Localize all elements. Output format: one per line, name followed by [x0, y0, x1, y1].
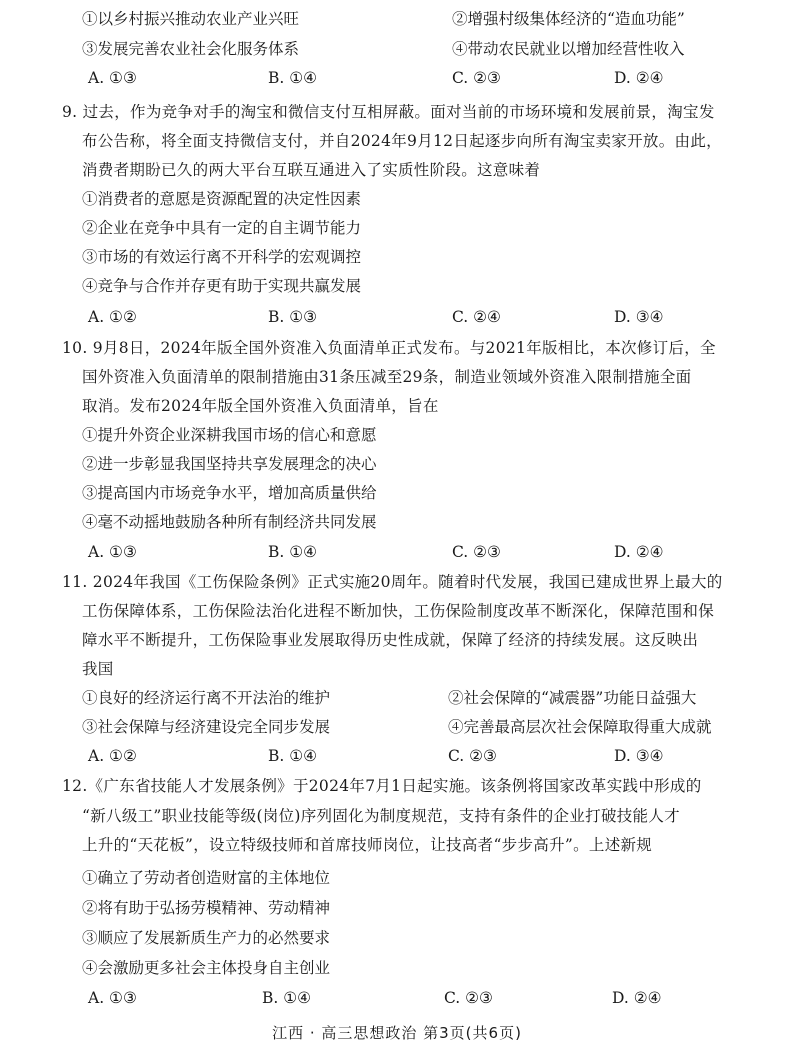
q11-statement-4: ④完善最高层次社会保障取得重大成就	[448, 718, 712, 736]
q12-stem-line-2: “新八级工”职业技能等级(岗位)序列固化为制度规范，支持有条件的企业打破技能人才	[82, 807, 680, 825]
q9-option-b: B. ①③	[268, 308, 318, 326]
q9-statement-2: ②企业在竞争中具有一定的自主调节能力	[82, 219, 362, 237]
q12-option-c: C. ②③	[444, 989, 493, 1007]
q8-option-b: B. ①④	[268, 69, 318, 87]
q10-stem-line-2: 国外资准入负面清单的限制措施由31条压减至29条，制造业领域外资准入限制措施全面	[82, 368, 692, 386]
q10-statement-4: ④毫不动摇地鼓励各种所有制经济共同发展	[82, 513, 377, 531]
q8-option-c: C. ②③	[452, 69, 501, 87]
q10-stem-line-3: 取消。发布2024年版全国外资准入负面清单，旨在	[82, 397, 439, 415]
q9-option-a: A. ①②	[88, 308, 137, 326]
q9-statement-3: ③市场的有效运行离不开科学的宏观调控	[82, 248, 362, 266]
q10-statement-2: ②进一步彰显我国坚持共享发展理念的决心	[82, 455, 377, 473]
q9-stem-line-1: 9. 过去，作为竞争对手的淘宝和微信支付互相屏蔽。面对当前的市场环境和发展前景，淘宝发	[62, 103, 715, 121]
page-footer: 江西 · 高三思想政治 第3页(共6页)	[272, 1024, 522, 1042]
q12-option-a: A. ①③	[88, 989, 137, 1007]
q11-option-b: B. ①④	[268, 747, 318, 765]
q11-statement-2: ②社会保障的“减震器”功能日益强大	[448, 689, 697, 707]
q8-option-a: A. ①③	[88, 69, 137, 87]
q12-statement-4: ④会激励更多社会主体投身自主创业	[82, 959, 331, 977]
q9-statement-4: ④竞争与合作并存更有助于实现共赢发展	[82, 277, 362, 295]
q9-stem-line-3: 消费者期盼已久的两大平台互联互通进入了实质性阶段。这意味着	[82, 161, 541, 179]
q11-option-d: D. ③④	[614, 747, 664, 765]
q12-option-d: D. ②④	[612, 989, 662, 1007]
q11-stem-line-4: 我国	[82, 660, 114, 678]
q10-option-d: D. ②④	[614, 543, 664, 561]
q12-stem-line-3: 上升的“天花板”，设立特级技师和首席技师岗位，让技高者“步步高升”。上述新规	[82, 836, 653, 854]
q12-statement-1: ①确立了劳动者创造财富的主体地位	[82, 869, 331, 887]
q12-statement-2: ②将有助于弘扬劳模精神、劳动精神	[82, 899, 331, 917]
q10-statement-3: ③提高国内市场竞争水平，增加高质量供给	[82, 484, 377, 502]
q10-option-c: C. ②③	[452, 543, 501, 561]
q8-statement-3: ③发展完善农业社会化服务体系	[82, 40, 300, 58]
q8-statement-4: ④带动农民就业以增加经营性收入	[452, 40, 685, 58]
q9-statement-1: ①消费者的意愿是资源配置的决定性因素	[82, 190, 362, 208]
q10-option-b: B. ①④	[268, 543, 318, 561]
q11-stem-line-3: 障水平不断提升，工伤保险事业发展取得历史性成就，保障了经济的持续发展。这反映出	[82, 631, 699, 649]
q11-stem-line-2: 工伤保障体系，工伤保险法治化进程不断加快，工伤保险制度改革不断深化，保障范围和保	[82, 602, 715, 620]
q12-statement-3: ③顺应了发展新质生产力的必然要求	[82, 929, 331, 947]
q10-statement-1: ①提升外资企业深耕我国市场的信心和意愿	[82, 426, 377, 444]
q11-stem-line-1: 11. 2024年我国《工伤保险条例》正式实施20周年。随着时代发展，我国已建成世界上最大的	[62, 573, 723, 591]
q11-statement-3: ③社会保障与经济建设完全同步发展	[82, 718, 331, 736]
q12-stem-line-1: 12.《广东省技能人才发展条例》于2024年7月1日起实施。该条例将国家改革实践中形成的	[62, 777, 702, 795]
q8-option-d: D. ②④	[614, 69, 664, 87]
q9-stem-line-2: 布公告称，将全面支持微信支付，并自2024年9月12日起逐步向所有淘宝卖家开放。由此，	[82, 132, 722, 150]
q11-option-a: A. ①②	[88, 747, 137, 765]
q11-option-c: C. ②③	[448, 747, 497, 765]
q12-option-b: B. ①④	[262, 989, 312, 1007]
q11-statement-1: ①良好的经济运行离不开法治的维护	[82, 689, 331, 707]
q9-option-c: C. ②④	[452, 308, 501, 326]
q10-option-a: A. ①③	[88, 543, 137, 561]
q8-statement-2: ②增强村级集体经济的“造血功能”	[452, 10, 685, 28]
q10-stem-line-1: 10. 9月8日，2024年版全国外资准入负面清单正式发布。与2021年版相比，本次修订后，全	[62, 339, 716, 357]
q8-statement-1: ①以乡村振兴推动农业产业兴旺	[82, 10, 300, 28]
q9-option-d: D. ③④	[614, 308, 664, 326]
